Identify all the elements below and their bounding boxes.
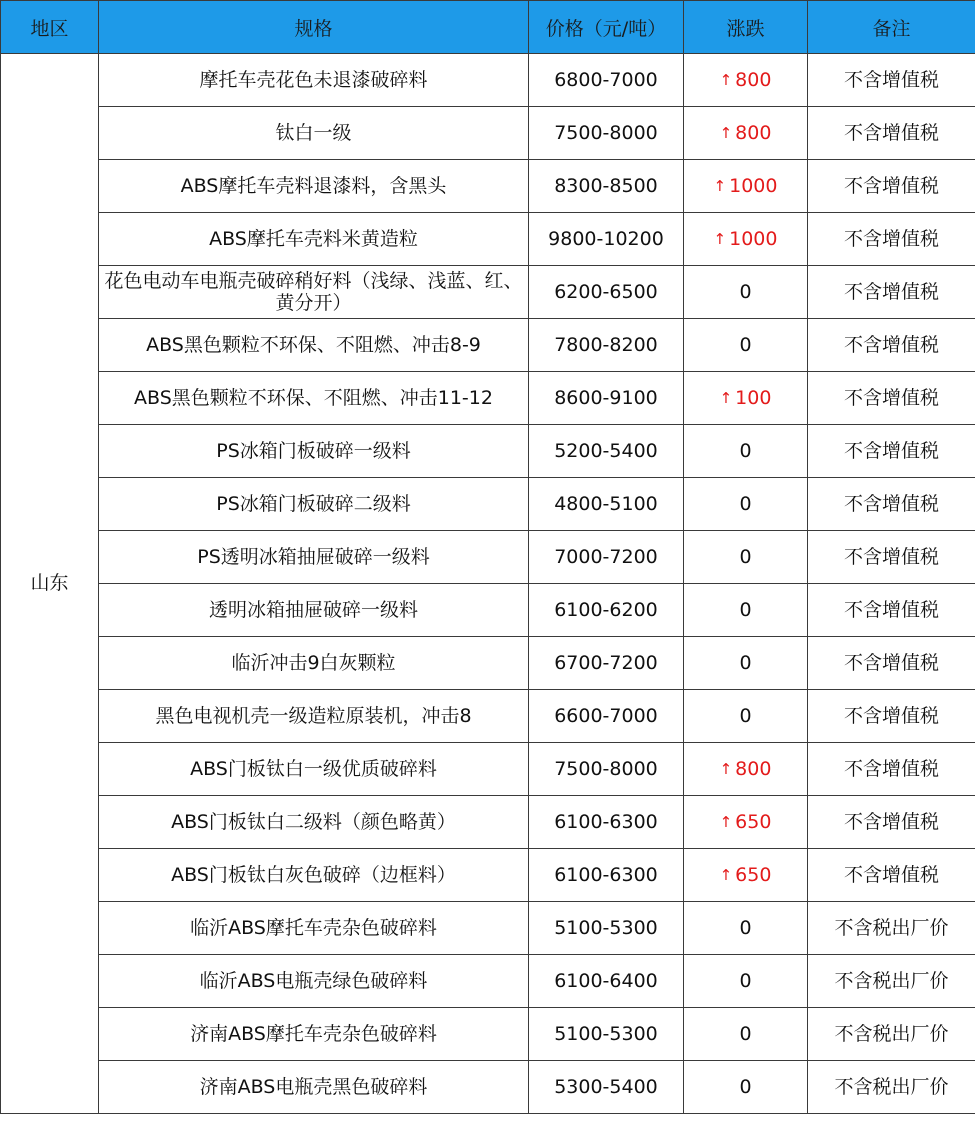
price-cell: 5200-5400 xyxy=(529,425,684,478)
price-cell: 6600-7000 xyxy=(529,690,684,743)
table-row xyxy=(1,584,975,637)
up-arrow-icon: ↑ xyxy=(719,812,733,831)
up-arrow-icon: ↑ xyxy=(713,229,727,248)
table-row xyxy=(1,743,975,796)
spec-cell: 花色电动车电瓶壳破碎稍好料（浅绿、浅蓝、红、黄分开） xyxy=(99,266,529,319)
change-value: 0 xyxy=(739,969,752,992)
note-cell: 不含增值税 xyxy=(808,743,975,796)
header-row xyxy=(1,1,975,54)
header-spec: 规格 xyxy=(99,1,529,54)
table-row xyxy=(1,796,975,849)
note-cell: 不含税出厂价 xyxy=(808,1061,975,1114)
change-value: 800 xyxy=(735,68,772,91)
note-cell: 不含增值税 xyxy=(808,54,975,107)
change-cell xyxy=(684,107,808,160)
change-value: 0 xyxy=(739,1075,752,1098)
change-value: 0 xyxy=(739,545,752,568)
note-cell: 不含税出厂价 xyxy=(808,1008,975,1061)
table-row xyxy=(1,849,975,902)
table-row xyxy=(1,690,975,743)
up-arrow-icon: ↑ xyxy=(713,176,727,195)
note-cell: 不含增值税 xyxy=(808,213,975,266)
spec-cell: PS冰箱门板破碎一级料 xyxy=(99,425,529,478)
change-value: 100 xyxy=(735,386,772,409)
note-cell: 不含增值税 xyxy=(808,637,975,690)
table-body xyxy=(1,54,975,1114)
change-value: 800 xyxy=(735,757,772,780)
spec-cell: 济南ABS电瓶壳黑色破碎料 xyxy=(99,1061,529,1114)
change-cell xyxy=(684,902,808,955)
spec-cell: 临沂冲击9白灰颗粒 xyxy=(99,637,529,690)
price-cell: 9800-10200 xyxy=(529,213,684,266)
price-cell: 8300-8500 xyxy=(529,160,684,213)
price-cell: 6200-6500 xyxy=(529,266,684,319)
spec-cell: 临沂ABS摩托车壳杂色破碎料 xyxy=(99,902,529,955)
note-cell: 不含税出厂价 xyxy=(808,955,975,1008)
spec-cell: PS透明冰箱抽屉破碎一级料 xyxy=(99,531,529,584)
price-cell: 6100-6400 xyxy=(529,955,684,1008)
note-cell: 不含税出厂价 xyxy=(808,902,975,955)
up-arrow-icon: ↑ xyxy=(719,123,733,142)
price-cell: 6100-6200 xyxy=(529,584,684,637)
note-cell: 不含增值税 xyxy=(808,107,975,160)
change-value: 650 xyxy=(735,863,772,886)
spec-cell: ABS门板钛白一级优质破碎料 xyxy=(99,743,529,796)
table-row xyxy=(1,213,975,266)
change-value: 1000 xyxy=(729,227,778,250)
spec-cell: ABS门板钛白二级料（颜色略黄） xyxy=(99,796,529,849)
change-cell xyxy=(684,478,808,531)
note-cell: 不含增值税 xyxy=(808,531,975,584)
spec-cell: 黑色电视机壳一级造粒原装机，冲击8 xyxy=(99,690,529,743)
change-value: 0 xyxy=(739,439,752,462)
spec-cell: ABS黑色颗粒不环保、不阻燃、冲击8-9 xyxy=(99,319,529,372)
note-cell: 不含增值税 xyxy=(808,849,975,902)
change-cell xyxy=(684,213,808,266)
change-cell xyxy=(684,54,808,107)
change-value: 0 xyxy=(739,492,752,515)
note-cell: 不含增值税 xyxy=(808,160,975,213)
spec-cell: ABS黑色颗粒不环保、不阻燃、冲击11-12 xyxy=(99,372,529,425)
change-cell xyxy=(684,1008,808,1061)
change-value: 1000 xyxy=(729,174,778,197)
change-value: 800 xyxy=(735,121,772,144)
table-row xyxy=(1,902,975,955)
change-value: 0 xyxy=(739,651,752,674)
change-cell xyxy=(684,637,808,690)
spec-cell: ABS摩托车壳料米黄造粒 xyxy=(99,213,529,266)
price-cell: 7500-8000 xyxy=(529,743,684,796)
region-cell: 山东 xyxy=(1,54,99,1114)
change-cell xyxy=(684,796,808,849)
table-row xyxy=(1,425,975,478)
table-row xyxy=(1,531,975,584)
price-cell: 7500-8000 xyxy=(529,107,684,160)
table-row xyxy=(1,1008,975,1061)
change-cell xyxy=(684,425,808,478)
up-arrow-icon: ↑ xyxy=(719,388,733,407)
price-cell: 6100-6300 xyxy=(529,796,684,849)
table-row xyxy=(1,266,975,319)
change-cell xyxy=(684,372,808,425)
change-value: 0 xyxy=(739,704,752,727)
spec-cell: 摩托车壳花色未退漆破碎料 xyxy=(99,54,529,107)
note-cell: 不含增值税 xyxy=(808,690,975,743)
header-region: 地区 xyxy=(1,1,99,54)
table-row xyxy=(1,319,975,372)
header-price: 价格（元/吨） xyxy=(529,1,684,54)
price-cell: 5100-5300 xyxy=(529,1008,684,1061)
spec-cell: 济南ABS摩托车壳杂色破碎料 xyxy=(99,1008,529,1061)
up-arrow-icon: ↑ xyxy=(719,70,733,89)
change-value: 0 xyxy=(739,916,752,939)
change-cell xyxy=(684,743,808,796)
price-cell: 6800-7000 xyxy=(529,54,684,107)
up-arrow-icon: ↑ xyxy=(719,865,733,884)
table-row xyxy=(1,478,975,531)
note-cell: 不含增值税 xyxy=(808,266,975,319)
change-value: 0 xyxy=(739,333,752,356)
note-cell: 不含增值税 xyxy=(808,372,975,425)
spec-cell: 透明冰箱抽屉破碎一级料 xyxy=(99,584,529,637)
header-change: 涨跌 xyxy=(684,1,808,54)
price-cell: 5300-5400 xyxy=(529,1061,684,1114)
change-value: 0 xyxy=(739,1022,752,1045)
note-cell: 不含增值税 xyxy=(808,584,975,637)
table-row xyxy=(1,160,975,213)
change-cell xyxy=(684,1061,808,1114)
table-row xyxy=(1,955,975,1008)
spec-cell: 临沂ABS电瓶壳绿色破碎料 xyxy=(99,955,529,1008)
price-cell: 7800-8200 xyxy=(529,319,684,372)
change-value: 650 xyxy=(735,810,772,833)
change-value: 0 xyxy=(739,280,752,303)
table-row xyxy=(1,372,975,425)
header-note: 备注 xyxy=(808,1,975,54)
change-cell xyxy=(684,531,808,584)
note-cell: 不含增值税 xyxy=(808,796,975,849)
table-row xyxy=(1,54,975,107)
table-row xyxy=(1,1061,975,1114)
change-cell xyxy=(684,266,808,319)
change-cell xyxy=(684,690,808,743)
up-arrow-icon: ↑ xyxy=(719,759,733,778)
note-cell: 不含增值税 xyxy=(808,425,975,478)
table-row xyxy=(1,107,975,160)
price-cell: 7000-7200 xyxy=(529,531,684,584)
spec-cell: 钛白一级 xyxy=(99,107,529,160)
note-cell: 不含增值税 xyxy=(808,478,975,531)
price-cell: 5100-5300 xyxy=(529,902,684,955)
spec-cell: PS冰箱门板破碎二级料 xyxy=(99,478,529,531)
change-cell xyxy=(684,849,808,902)
price-cell: 6100-6300 xyxy=(529,849,684,902)
spec-cell: ABS门板钛白灰色破碎（边框料） xyxy=(99,849,529,902)
price-cell: 6700-7200 xyxy=(529,637,684,690)
change-cell xyxy=(684,319,808,372)
price-cell: 4800-5100 xyxy=(529,478,684,531)
spec-cell: ABS摩托车壳料退漆料，含黑头 xyxy=(99,160,529,213)
table-row xyxy=(1,637,975,690)
change-value: 0 xyxy=(739,598,752,621)
price-cell: 8600-9100 xyxy=(529,372,684,425)
change-cell xyxy=(684,584,808,637)
note-cell: 不含增值税 xyxy=(808,319,975,372)
change-cell xyxy=(684,160,808,213)
change-cell xyxy=(684,955,808,1008)
